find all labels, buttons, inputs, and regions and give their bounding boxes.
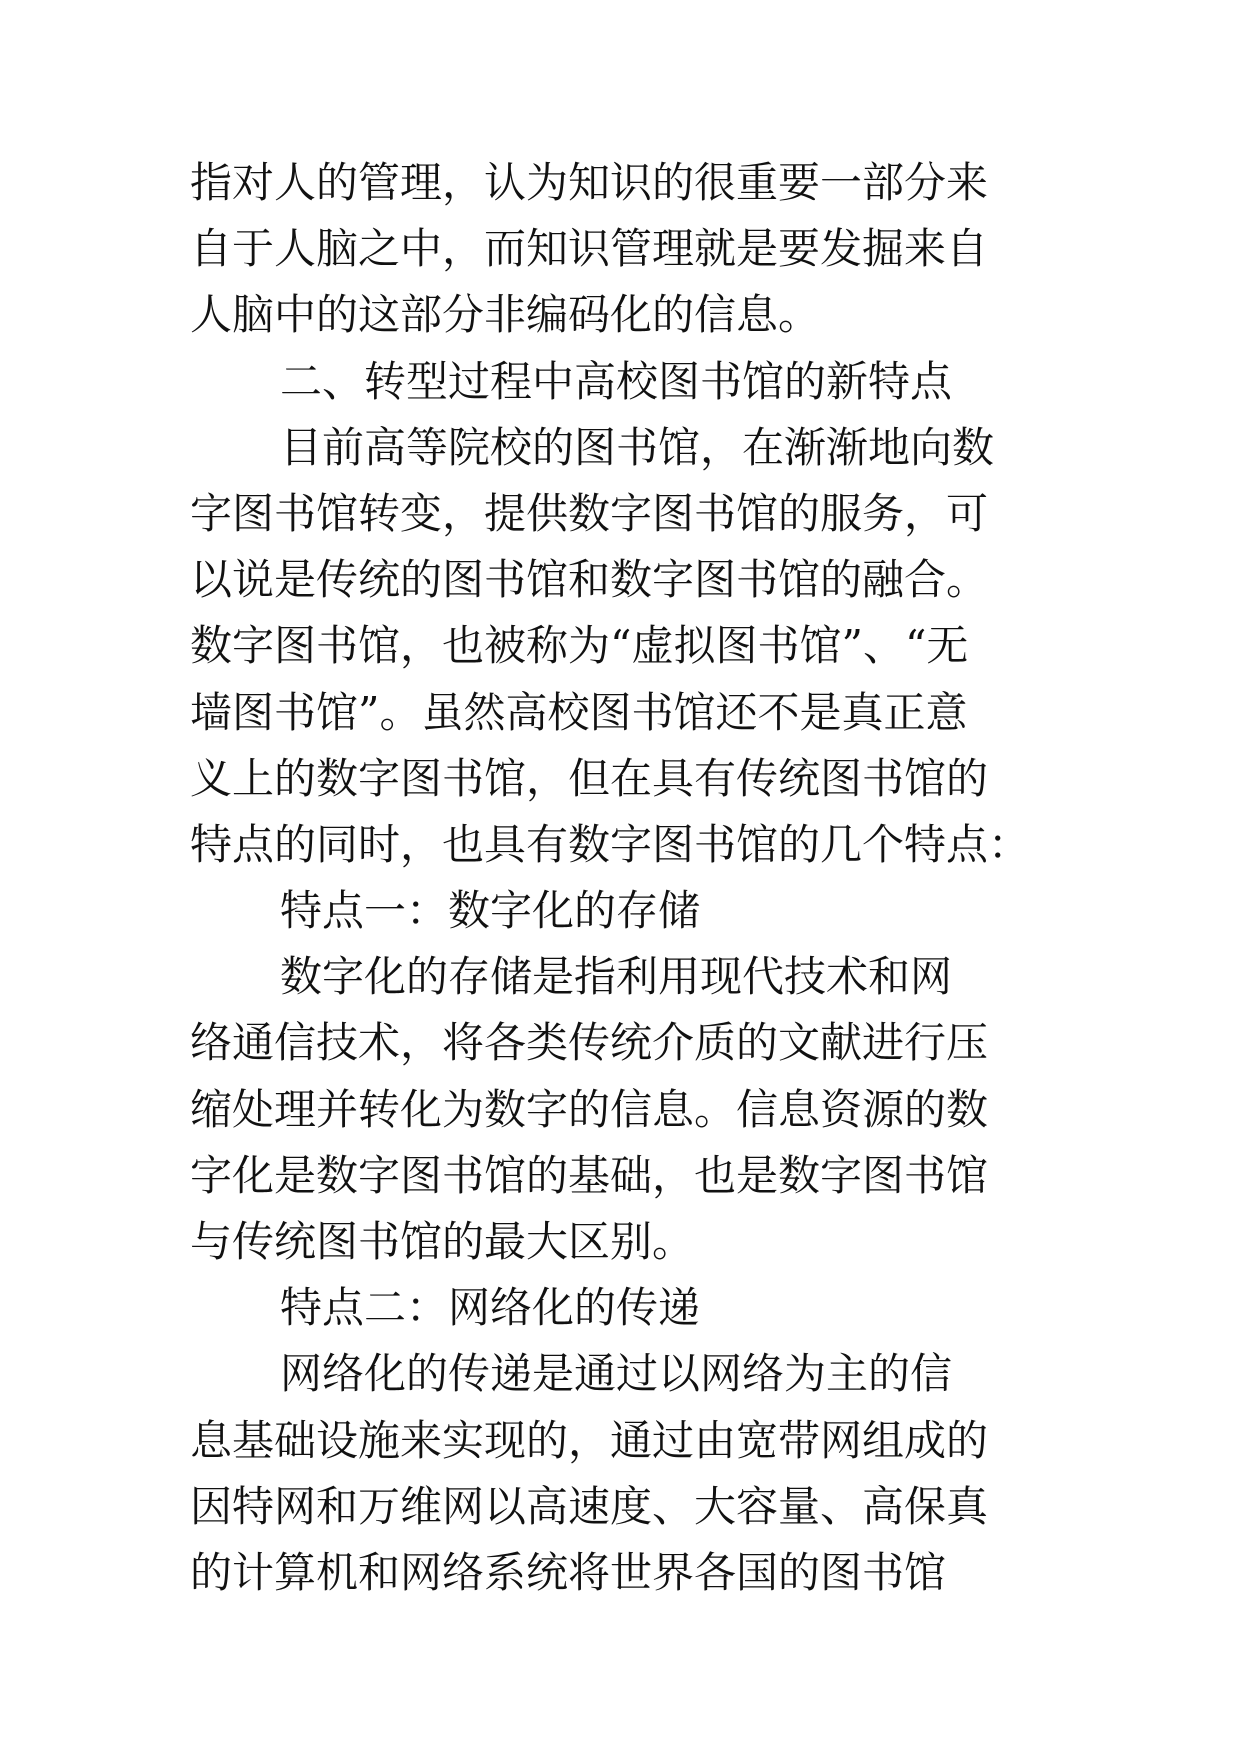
text-line: 的计算机和网络系统将世界各国的图书馆	[190, 1547, 947, 1597]
text-line: 数字化的存储是指利用现代技术和网	[280, 952, 953, 1002]
text-line: 字图书馆转变，提供数字图书馆的服务，可	[190, 488, 989, 538]
text-line: 特点的同时，也具有数字图书馆的几个特点：	[190, 819, 1031, 869]
text-line: 人脑中的这部分非编码化的信息。	[190, 290, 821, 340]
subheading-feature-2: 特点二：网络化的传递	[280, 1283, 701, 1333]
text-line: 目前高等院校的图书馆，在渐渐地向数	[280, 422, 995, 472]
text-line: 数字图书馆，也被称为“虚拟图书馆”、“无	[190, 621, 969, 671]
text-line: 息基础设施来实现的，通过由宽带网组成的	[190, 1415, 989, 1465]
text-line: 以说是传统的图书馆和数字图书馆的融合。	[190, 555, 989, 605]
text-line: 义上的数字图书馆，但在具有传统图书馆的	[190, 753, 989, 803]
text-line: 字化是数字图书馆的基础，也是数字图书馆	[190, 1150, 989, 1200]
text-line: 自于人脑之中，而知识管理就是要发掘来自	[190, 224, 989, 274]
text-line: 因特网和万维网以高速度、大容量、高保真	[190, 1481, 989, 1531]
body-text	[190, 150, 1090, 1606]
text-line: 缩处理并转化为数字的信息。信息资源的数	[190, 1084, 989, 1134]
text-line: 与传统图书馆的最大区别。	[190, 1217, 695, 1266]
section-heading: 二、转型过程中高校图书馆的新特点	[280, 356, 953, 406]
text-line: 指对人的管理，认为知识的很重要一部分来	[190, 158, 989, 207]
subheading-feature-1: 特点一：数字化的存储	[280, 886, 701, 936]
text-line: 墙图书馆”。虽然高校图书馆还不是真正意	[190, 687, 968, 737]
text-line: 络通信技术，将各类传统介质的文献进行压	[190, 1018, 989, 1068]
text-line: 网络化的传递是通过以网络为主的信	[280, 1349, 953, 1399]
